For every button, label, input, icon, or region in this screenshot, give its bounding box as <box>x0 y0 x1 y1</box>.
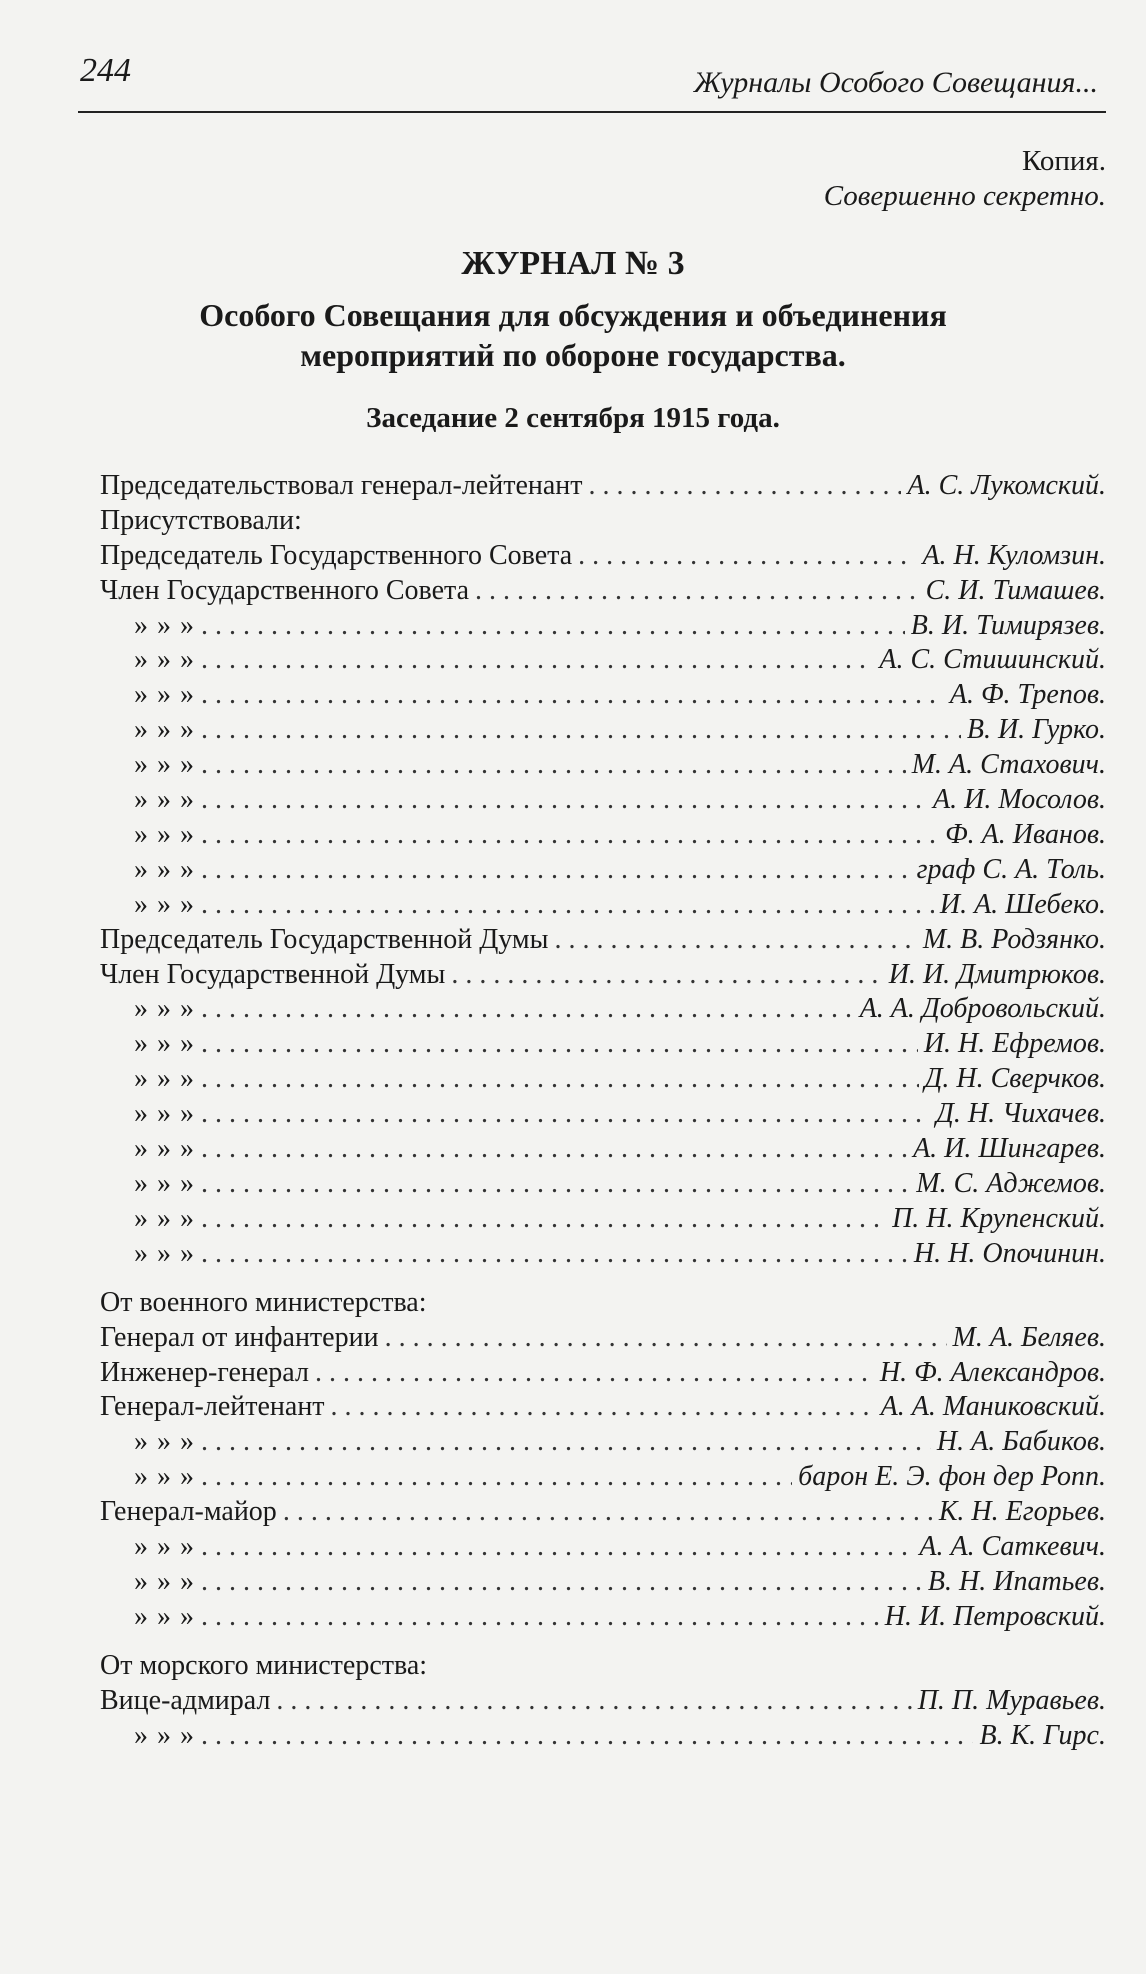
position-label: Председатель Государственной Думы <box>100 924 549 955</box>
dot-leader <box>201 1098 930 1130</box>
attendee-row <box>100 1496 1106 1530</box>
dot-leader <box>315 1357 874 1389</box>
dot-leader <box>578 540 916 572</box>
dot-leader <box>276 1685 911 1717</box>
dot-leader <box>201 1203 886 1235</box>
dot-leader <box>201 784 927 816</box>
attendee-name: В. Н. Ипатьев. <box>927 1566 1106 1597</box>
attendee-row <box>100 1685 1106 1719</box>
dot-leader <box>201 1238 908 1270</box>
attendee-name: И. И. Дмитрюков. <box>888 959 1106 990</box>
attendee-row <box>100 1168 1106 1202</box>
ditto-mark: » » » <box>134 1028 195 1059</box>
attendee-row <box>100 924 1106 958</box>
attendee-name: Н. Ф. Александров. <box>879 1357 1106 1388</box>
attendee-row <box>100 610 1106 644</box>
ditto-mark: » » » <box>134 1238 195 1269</box>
attendee-row <box>100 784 1106 818</box>
position-label: Член Государственного Совета <box>100 575 470 606</box>
attendee-row <box>100 889 1106 923</box>
section-heading: Присутствовали: <box>100 505 302 536</box>
dot-leader <box>283 1496 933 1528</box>
attendee-row <box>100 540 1106 574</box>
attendee-name: А. С. Лукомский. <box>907 470 1106 501</box>
position-label: Председатель Государственного Совета <box>100 540 573 571</box>
attendee-row <box>100 854 1106 888</box>
copy-mark: Копия. <box>1021 145 1106 177</box>
attendee-name: М. С. Аджемов. <box>916 1168 1106 1199</box>
ditto-mark: » » » <box>134 1601 195 1632</box>
section-heading: От морского министерства: <box>100 1650 428 1681</box>
attendee-name: Н. Н. Опочинин. <box>913 1238 1106 1269</box>
journal-subtitle-line-2: мероприятий по обороне государства. <box>300 337 846 373</box>
dot-leader <box>201 679 944 711</box>
dot-leader <box>475 575 920 607</box>
running-header-title: Журналы Особого Совещания... <box>693 66 1098 99</box>
attendee-row <box>100 1391 1106 1425</box>
ditto-mark: » » » <box>134 644 195 675</box>
dot-leader <box>554 924 916 956</box>
position-label: Генерал-майор <box>100 1496 277 1527</box>
ditto-mark: » » » <box>134 1566 195 1597</box>
attendee-name: М. А. Беляев. <box>952 1322 1106 1353</box>
attendee-row <box>100 1566 1106 1600</box>
ditto-mark: » » » <box>134 1461 195 1492</box>
ditto-mark: » » » <box>134 1098 195 1129</box>
dot-leader <box>201 1531 913 1563</box>
attendee-row <box>100 1461 1106 1495</box>
attendee-name: М. В. Родзянко. <box>922 924 1106 955</box>
dot-leader <box>201 1063 919 1095</box>
dot-leader <box>201 993 854 1025</box>
dot-leader <box>201 1133 907 1165</box>
dot-leader <box>201 854 911 886</box>
dot-leader <box>201 610 905 642</box>
session-date: Заседание 2 сентября 1915 года. <box>366 402 780 434</box>
header-rule <box>78 111 1106 113</box>
attendee-row <box>100 1322 1106 1356</box>
position-label: Вице-адмирал <box>100 1685 271 1716</box>
ditto-mark: » » » <box>134 1133 195 1164</box>
attendee-row <box>100 959 1106 993</box>
dot-leader <box>201 1426 931 1458</box>
page-number: 244 <box>80 52 131 89</box>
ditto-mark: » » » <box>134 714 195 745</box>
position-label: Генерал от инфантерии <box>100 1322 379 1353</box>
dot-leader <box>201 1461 792 1493</box>
attendee-row <box>100 714 1106 748</box>
position-label: Инженер-генерал <box>100 1357 309 1388</box>
attendee-name: М. А. Стахович. <box>911 749 1106 780</box>
dot-leader <box>451 959 882 991</box>
ditto-mark: » » » <box>134 819 195 850</box>
attendee-row <box>100 575 1106 609</box>
dot-leader <box>201 749 906 781</box>
dot-leader <box>201 1601 879 1633</box>
attendee-row <box>100 1028 1106 1062</box>
attendee-row <box>100 1531 1106 1565</box>
attendee-row <box>100 644 1106 678</box>
ditto-mark: » » » <box>134 993 195 1024</box>
attendee-row <box>100 1203 1106 1237</box>
attendee-name: В. К. Гирс. <box>979 1720 1106 1751</box>
attendee-row <box>100 1098 1106 1132</box>
dot-leader <box>201 819 939 851</box>
ditto-mark: » » » <box>134 610 195 641</box>
attendee-row <box>100 1720 1106 1754</box>
attendee-name: В. И. Гурко. <box>966 714 1106 745</box>
ditto-mark: » » » <box>134 1063 195 1094</box>
attendee-name: К. Н. Егорьев. <box>938 1496 1106 1527</box>
position-label: Член Государственной Думы <box>100 959 446 990</box>
attendee-row <box>100 1357 1106 1391</box>
attendee-name: П. Н. Крупенский. <box>892 1203 1106 1234</box>
ditto-mark: » » » <box>134 1168 195 1199</box>
attendee-name: А. А. Добровольский. <box>859 993 1106 1024</box>
dot-leader <box>201 1168 910 1200</box>
attendee-name: барон Е. Э. фон дер Ропп. <box>798 1461 1106 1492</box>
attendee-row <box>100 749 1106 783</box>
dot-leader <box>385 1322 947 1354</box>
attendee-name: Д. Н. Чихачев. <box>936 1098 1106 1129</box>
attendee-name: Н. И. Петровский. <box>884 1601 1106 1632</box>
attendee-row <box>100 1063 1106 1097</box>
ditto-mark: » » » <box>134 749 195 780</box>
ditto-mark: » » » <box>134 854 195 885</box>
attendee-row <box>100 1133 1106 1167</box>
attendee-name: А. И. Мосолов. <box>933 784 1106 815</box>
attendee-row <box>100 1426 1106 1460</box>
ditto-mark: » » » <box>134 679 195 710</box>
attendee-name: А. Н. Куломзин. <box>922 540 1106 571</box>
attendee-name: В. И. Тимирязев. <box>910 610 1106 641</box>
attendee-name: А. И. Шингарев. <box>913 1133 1106 1164</box>
attendee-name: И. Н. Ефремов. <box>923 1028 1106 1059</box>
attendee-row <box>100 470 1106 504</box>
attendee-row <box>100 679 1106 713</box>
attendee-name: П. П. Муравьев. <box>917 1685 1106 1716</box>
attendee-name: С. И. Тимашев. <box>925 575 1106 606</box>
position-label: Председательствовал генерал-лейтенант <box>100 470 583 501</box>
dot-leader <box>201 1028 918 1060</box>
journal-subtitle <box>0 295 1146 375</box>
dot-leader <box>589 470 902 502</box>
attendee-row <box>100 819 1106 853</box>
dot-leader <box>201 1720 973 1752</box>
ditto-mark: » » » <box>134 1720 195 1751</box>
ditto-mark: » » » <box>134 1203 195 1234</box>
ditto-mark: » » » <box>134 889 195 920</box>
attendee-row <box>100 993 1106 1027</box>
attendee-name: граф С. А. Толь. <box>916 854 1106 885</box>
dot-leader <box>331 1391 875 1423</box>
dot-leader <box>201 889 934 921</box>
attendee-row <box>100 1601 1106 1635</box>
dot-leader <box>201 714 961 746</box>
section-heading: От военного министерства: <box>100 1287 427 1318</box>
ditto-mark: » » » <box>134 784 195 815</box>
attendee-name: Н. А. Бабиков. <box>936 1426 1106 1457</box>
journal-subtitle-line-1: Особого Совещания для обсуждения и объединения <box>199 297 947 333</box>
attendee-name: И. А. Шебеко. <box>939 889 1106 920</box>
attendee-name: А. А. Маниковский. <box>880 1391 1106 1422</box>
dot-leader <box>201 1566 922 1598</box>
attendee-name: Ф. А. Иванов. <box>945 819 1106 850</box>
attendee-name: А. А. Саткевич. <box>919 1531 1106 1562</box>
attendee-name: А. С. Стишинский. <box>879 644 1106 675</box>
dot-leader <box>201 644 873 676</box>
position-label: Генерал-лейтенант <box>100 1391 325 1422</box>
classification-mark: Совершенно секретно. <box>823 180 1106 212</box>
ditto-mark: » » » <box>134 1531 195 1562</box>
attendee-name: А. Ф. Трепов. <box>949 679 1106 710</box>
journal-title: ЖУРНАЛ № 3 <box>461 245 685 282</box>
attendee-row <box>100 1238 1106 1272</box>
ditto-mark: » » » <box>134 1426 195 1457</box>
attendee-name: Д. Н. Сверчков. <box>924 1063 1106 1094</box>
